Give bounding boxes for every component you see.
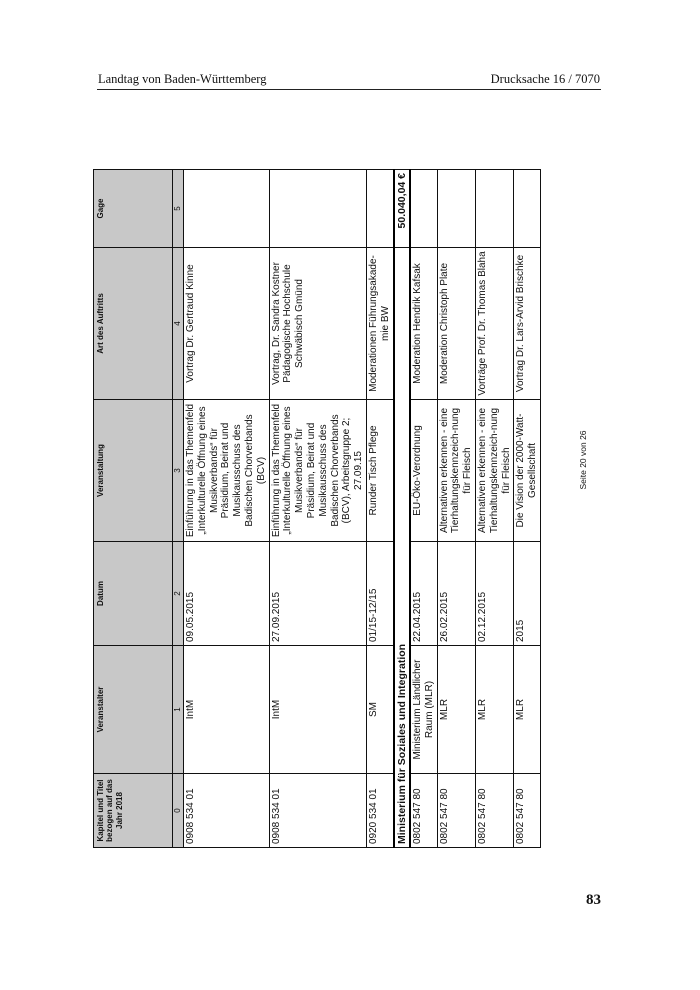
col-header: Art des Auftritts: [94, 248, 173, 400]
cell-kapitel: 0802 547 80: [475, 774, 513, 848]
cell-datum: 09.05.2015: [184, 542, 270, 646]
cell-datum: 01/15-12/15: [366, 542, 393, 646]
cell-veranstaltung: Einführung in das Themenfeld „Interkulturelle Öffnung eines Musikverbands“ für Präsidium, Beirat und Musikausschuss des Badischen Chorverbands (BCV), Arbeitsgruppe 2; 27.09.15: [269, 400, 366, 542]
cell-datum: 02.12.2015: [475, 542, 513, 646]
table-row: [366, 170, 393, 848]
cell-art: Vortrag Dr. Lars-Arvid Brischke: [514, 248, 541, 400]
cell-veranstaltung: Alternativen erkennen - eine Tierhaltungskennzeich-nung für Fleisch: [437, 400, 475, 542]
cell-datum: 22.04.2015: [410, 542, 437, 646]
cell-veranstalter: Ministerium Ländlicher Raum (MLR): [410, 646, 437, 774]
cell-veranstalter: MLR: [437, 646, 475, 774]
cell-art: Vorträge Prof. Dr. Thomas Blaha: [475, 248, 513, 400]
cell-datum: 26.02.2015: [437, 542, 475, 646]
col-number: 1: [173, 646, 184, 774]
col-number: 2: [173, 542, 184, 646]
cell-gage: [366, 170, 393, 248]
page-of-label: Seite 20 von 26: [578, 430, 588, 490]
table-row: [184, 170, 270, 848]
cell-veranstaltung: Runder Tisch Pflege: [366, 400, 393, 542]
cell-kapitel: 0802 547 80: [410, 774, 437, 848]
cell-art: Vortrag, Dr. Sandra Kostner Pädagogische Hochschule Schwäbisch Gmünd: [269, 248, 366, 400]
cell-datum: 2015: [514, 542, 541, 646]
cell-kapitel: 0802 547 80: [514, 774, 541, 848]
col-header: Veranstaltung: [94, 400, 173, 542]
cell-art: Moderation Christoph Plate: [437, 248, 475, 400]
table-row: [410, 170, 437, 848]
cell-veranstaltung: Einführung in das Themenfeld „Interkulturelle Öffnung eines Musikverbands“ für Präsidium, Beirat und Musikausschuss des Badischen Chorverbands (BCV): [184, 400, 270, 542]
cell-gage: [410, 170, 437, 248]
header-left: Landtag von Baden-Württemberg: [98, 72, 267, 86]
cell-veranstaltung: EU-Öko-Verordnung: [410, 400, 437, 542]
header-right: Drucksache 16 / 7070: [490, 72, 600, 86]
cell-gage: [184, 170, 270, 248]
col-number: 4: [173, 248, 184, 400]
table-row: [269, 170, 366, 848]
table-row: [514, 170, 541, 848]
cell-art: Moderationen Führungsakade-mie BW: [366, 248, 393, 400]
cell-veranstalter: MLR: [514, 646, 541, 774]
section-title: Ministerium für Soziales und Integration: [394, 248, 410, 848]
cell-kapitel: 0920 534 01: [366, 774, 393, 848]
col-header: Gage: [94, 170, 173, 248]
cell-gage: [437, 170, 475, 248]
events-table: [93, 169, 541, 848]
rotated-table: [93, 170, 579, 848]
col-header: Kapitel und Titel bezogen auf das Jahr 2018: [94, 774, 173, 848]
col-number: 3: [173, 400, 184, 542]
header-rule: [97, 89, 601, 90]
col-header: Veranstalter: [94, 646, 173, 774]
cell-veranstaltung: Die Vision der 2000-Watt-Gesellschaft: [514, 400, 541, 542]
cell-art: Moderation Hendrik Kafsak: [410, 248, 437, 400]
cell-veranstalter: IntM: [184, 646, 270, 774]
cell-gage: [269, 170, 366, 248]
section-row: [394, 170, 410, 848]
cell-kapitel: 0802 547 80: [437, 774, 475, 848]
page-number: 83: [586, 892, 601, 908]
col-header: Datum: [94, 542, 173, 646]
cell-gage: [475, 170, 513, 248]
cell-veranstaltung: Alternativen erkennen - eine Tierhaltungskennzeich-nung für Fleisch: [475, 400, 513, 542]
cell-veranstalter: MLR: [475, 646, 513, 774]
cell-art: Vortrag Dr. Gertraud Kinne: [184, 248, 270, 400]
cell-datum: 27.09.2015: [269, 542, 366, 646]
col-number: 5: [173, 170, 184, 248]
cell-veranstalter: IntM: [269, 646, 366, 774]
table-row: [475, 170, 513, 848]
cell-kapitel: 0908 534 01: [269, 774, 366, 848]
cell-veranstalter: SM: [366, 646, 393, 774]
section-total: 50.040,04 €: [394, 170, 410, 248]
col-number: 0: [173, 774, 184, 848]
cell-gage: [514, 170, 541, 248]
table-row: [437, 170, 475, 848]
cell-kapitel: 0908 534 01: [184, 774, 270, 848]
